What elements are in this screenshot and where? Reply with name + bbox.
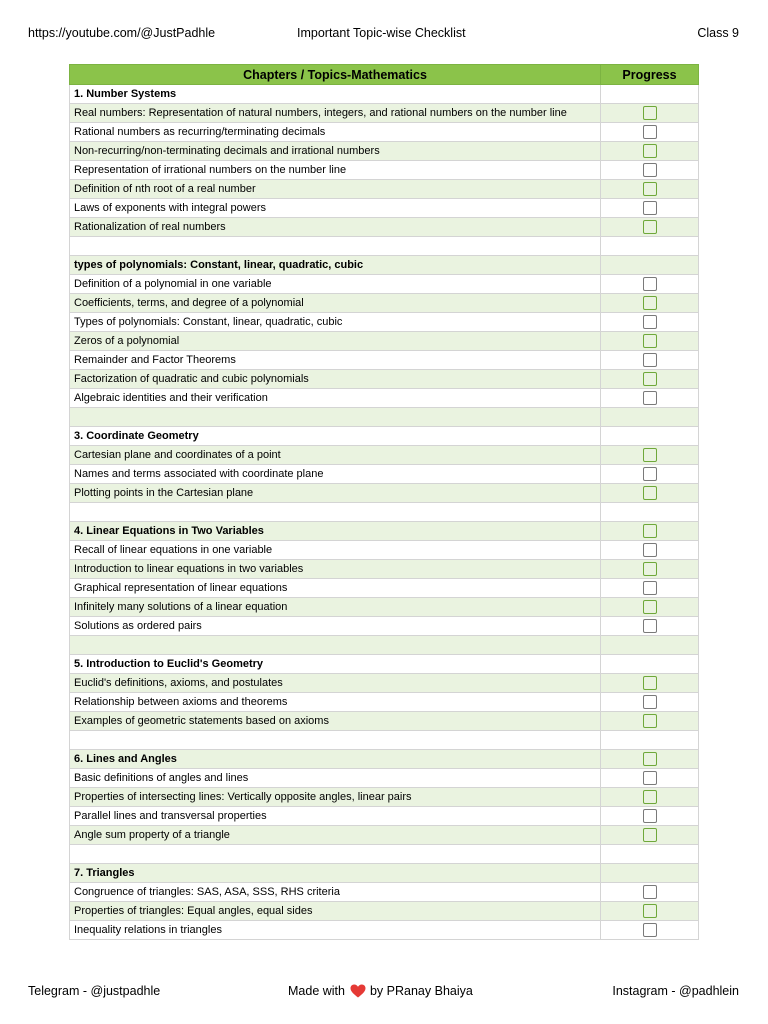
progress-cell <box>601 275 699 294</box>
topic-row <box>70 560 699 579</box>
progress-cell <box>601 446 699 465</box>
progress-cell <box>601 123 699 142</box>
progress-checkbox[interactable] <box>643 163 657 177</box>
progress-cell <box>601 218 699 237</box>
credit-author: by PRanay Bhaiya <box>369 984 473 998</box>
progress-cell <box>601 693 699 712</box>
topic-label: Graphical representation of linear equations <box>70 579 601 598</box>
progress-cell <box>601 579 699 598</box>
topic-label: Real numbers: Representation of natural numbers, integers, and rational numbers on the number line <box>70 104 601 123</box>
progress-cell <box>601 199 699 218</box>
progress-checkbox[interactable] <box>643 201 657 215</box>
progress-checkbox[interactable] <box>643 676 657 690</box>
topic-row <box>70 484 699 503</box>
topic-row <box>70 598 699 617</box>
topic-row <box>70 883 699 902</box>
spacer-row <box>70 845 699 864</box>
progress-checkbox[interactable] <box>643 296 657 310</box>
column-header-topics: Chapters / Topics-Mathematics <box>70 65 601 85</box>
class-label: Class 9 <box>697 26 739 40</box>
progress-checkbox[interactable] <box>643 315 657 329</box>
progress-checkbox[interactable] <box>643 695 657 709</box>
topic-label: Examples of geometric statements based on axioms <box>70 712 601 731</box>
progress-checkbox[interactable] <box>643 486 657 500</box>
progress-cell <box>601 598 699 617</box>
progress-checkbox[interactable] <box>643 885 657 899</box>
topic-label: Remainder and Factor Theorems <box>70 351 601 370</box>
topic-label: Properties of intersecting lines: Vertically opposite angles, linear pairs <box>70 788 601 807</box>
progress-cell <box>601 161 699 180</box>
progress-checkbox[interactable] <box>643 790 657 804</box>
progress-checkbox[interactable] <box>643 353 657 367</box>
page-footer <box>0 984 768 1000</box>
progress-checkbox[interactable] <box>643 543 657 557</box>
progress-cell <box>601 712 699 731</box>
instagram-link[interactable]: Instagram - @padhlein <box>612 984 739 998</box>
topic-label <box>70 503 601 522</box>
topic-row <box>70 294 699 313</box>
topic-row <box>70 826 699 845</box>
spacer-row <box>70 731 699 750</box>
progress-cell <box>601 655 699 674</box>
progress-cell <box>601 427 699 446</box>
progress-cell <box>601 560 699 579</box>
progress-cell <box>601 826 699 845</box>
topic-label: Angle sum property of a triangle <box>70 826 601 845</box>
progress-checkbox[interactable] <box>643 334 657 348</box>
topic-row <box>70 313 699 332</box>
progress-cell <box>601 788 699 807</box>
topic-row <box>70 902 699 921</box>
progress-cell <box>601 370 699 389</box>
topic-label: Congruence of triangles: SAS, ASA, SSS, RHS criteria <box>70 883 601 902</box>
section-row <box>70 256 699 275</box>
progress-cell <box>601 465 699 484</box>
progress-checkbox[interactable] <box>643 809 657 823</box>
topic-label: Properties of triangles: Equal angles, equal sides <box>70 902 601 921</box>
progress-checkbox[interactable] <box>643 923 657 937</box>
topic-row <box>70 332 699 351</box>
progress-cell <box>601 541 699 560</box>
topic-label: Euclid's definitions, axioms, and postulates <box>70 674 601 693</box>
progress-checkbox[interactable] <box>643 391 657 405</box>
section-title: 7. Triangles <box>70 864 601 883</box>
progress-cell <box>601 921 699 940</box>
section-title: 6. Lines and Angles <box>70 750 601 769</box>
topic-label: Types of polynomials: Constant, linear, quadratic, cubic <box>70 313 601 332</box>
topic-row <box>70 180 699 199</box>
topic-row <box>70 161 699 180</box>
progress-cell <box>601 750 699 769</box>
progress-cell <box>601 522 699 541</box>
topic-label: Non-recurring/non-terminating decimals and irrational numbers <box>70 142 601 161</box>
progress-cell <box>601 256 699 275</box>
topic-label: Rational numbers as recurring/terminating decimals <box>70 123 601 142</box>
topic-row <box>70 693 699 712</box>
progress-checkbox[interactable] <box>643 600 657 614</box>
topic-label <box>70 408 601 427</box>
page-title: Important Topic-wise Checklist <box>297 26 466 40</box>
section-row <box>70 85 699 104</box>
section-title: 1. Number Systems <box>70 85 601 104</box>
progress-cell <box>601 180 699 199</box>
progress-checkbox[interactable] <box>643 524 657 538</box>
topic-label <box>70 731 601 750</box>
topic-label: Names and terms associated with coordinate plane <box>70 465 601 484</box>
checklist-table <box>69 64 699 940</box>
topic-row <box>70 541 699 560</box>
progress-checkbox[interactable] <box>643 562 657 576</box>
progress-checkbox[interactable] <box>643 106 657 120</box>
credit <box>288 984 473 998</box>
progress-cell <box>601 332 699 351</box>
progress-cell <box>601 807 699 826</box>
progress-cell <box>601 104 699 123</box>
section-title: types of polynomials: Constant, linear, quadratic, cubic <box>70 256 601 275</box>
topic-row <box>70 446 699 465</box>
topic-row <box>70 769 699 788</box>
table-header-row <box>70 65 699 85</box>
topic-label: Parallel lines and transversal properties <box>70 807 601 826</box>
topic-row <box>70 370 699 389</box>
topic-label <box>70 636 601 655</box>
spacer-row <box>70 636 699 655</box>
topic-row <box>70 123 699 142</box>
spacer-row <box>70 237 699 256</box>
progress-cell <box>601 674 699 693</box>
progress-cell <box>601 769 699 788</box>
section-row <box>70 864 699 883</box>
progress-checkbox[interactable] <box>643 904 657 918</box>
topic-label: Factorization of quadratic and cubic polynomials <box>70 370 601 389</box>
topic-label: Relationship between axioms and theorems <box>70 693 601 712</box>
telegram-link[interactable]: Telegram - @justpadhle <box>28 984 161 998</box>
progress-cell <box>601 731 699 750</box>
progress-cell <box>601 636 699 655</box>
progress-checkbox[interactable] <box>643 372 657 386</box>
topic-row <box>70 921 699 940</box>
topic-label: Recall of linear equations in one variable <box>70 541 601 560</box>
progress-checkbox[interactable] <box>643 125 657 139</box>
progress-cell <box>601 351 699 370</box>
topic-row <box>70 617 699 636</box>
progress-checkbox[interactable] <box>643 619 657 633</box>
progress-cell <box>601 142 699 161</box>
section-title: 4. Linear Equations in Two Variables <box>70 522 601 541</box>
progress-cell <box>601 883 699 902</box>
progress-checkbox[interactable] <box>643 182 657 196</box>
section-title: 3. Coordinate Geometry <box>70 427 601 446</box>
topic-label: Definition of a polynomial in one variable <box>70 275 601 294</box>
progress-checkbox[interactable] <box>643 220 657 234</box>
topic-label: Representation of irrational numbers on the number line <box>70 161 601 180</box>
progress-cell <box>601 313 699 332</box>
credit-prefix: Made with <box>288 984 345 998</box>
progress-cell <box>601 484 699 503</box>
topic-row <box>70 389 699 408</box>
progress-cell <box>601 503 699 522</box>
topic-row <box>70 465 699 484</box>
progress-cell <box>601 617 699 636</box>
progress-checkbox[interactable] <box>643 448 657 462</box>
topic-label: Introduction to linear equations in two variables <box>70 560 601 579</box>
checklist-body <box>70 85 699 940</box>
topic-label: Zeros of a polynomial <box>70 332 601 351</box>
progress-checkbox[interactable] <box>643 771 657 785</box>
topic-row <box>70 674 699 693</box>
progress-checkbox[interactable] <box>643 144 657 158</box>
topic-row <box>70 351 699 370</box>
topic-label: Coefficients, terms, and degree of a polynomial <box>70 294 601 313</box>
section-title: 5. Introduction to Euclid's Geometry <box>70 655 601 674</box>
progress-cell <box>601 389 699 408</box>
topic-label: Infinitely many solutions of a linear equation <box>70 598 601 617</box>
topic-row <box>70 104 699 123</box>
section-row <box>70 655 699 674</box>
topic-label: Rationalization of real numbers <box>70 218 601 237</box>
topic-row <box>70 807 699 826</box>
topic-row <box>70 579 699 598</box>
progress-checkbox[interactable] <box>643 828 657 842</box>
section-row <box>70 522 699 541</box>
progress-checkbox[interactable] <box>643 714 657 728</box>
topic-label: Basic definitions of angles and lines <box>70 769 601 788</box>
topic-row <box>70 788 699 807</box>
section-row <box>70 427 699 446</box>
topic-row <box>70 142 699 161</box>
topic-label: Inequality relations in triangles <box>70 921 601 940</box>
progress-cell <box>601 237 699 256</box>
topic-label: Solutions as ordered pairs <box>70 617 601 636</box>
progress-cell <box>601 408 699 427</box>
page-header <box>0 26 768 42</box>
spacer-row <box>70 408 699 427</box>
progress-cell <box>601 294 699 313</box>
progress-cell <box>601 864 699 883</box>
topic-label <box>70 845 601 864</box>
topic-row <box>70 275 699 294</box>
topic-label: Cartesian plane and coordinates of a point <box>70 446 601 465</box>
progress-cell <box>601 845 699 864</box>
progress-checkbox[interactable] <box>643 277 657 291</box>
progress-checkbox[interactable] <box>643 752 657 766</box>
topic-label: Plotting points in the Cartesian plane <box>70 484 601 503</box>
progress-checkbox[interactable] <box>643 581 657 595</box>
topic-label <box>70 237 601 256</box>
topic-row <box>70 199 699 218</box>
topic-row <box>70 712 699 731</box>
progress-cell <box>601 902 699 921</box>
topic-label: Definition of nth root of a real number <box>70 180 601 199</box>
progress-checkbox[interactable] <box>643 467 657 481</box>
topic-row <box>70 218 699 237</box>
spacer-row <box>70 503 699 522</box>
section-row <box>70 750 699 769</box>
youtube-link[interactable]: https://youtube.com/@JustPadhle <box>28 26 216 40</box>
heart-icon <box>350 984 366 998</box>
column-header-progress: Progress <box>601 65 699 85</box>
progress-cell <box>601 85 699 104</box>
topic-label: Algebraic identities and their verification <box>70 389 601 408</box>
topic-label: Laws of exponents with integral powers <box>70 199 601 218</box>
